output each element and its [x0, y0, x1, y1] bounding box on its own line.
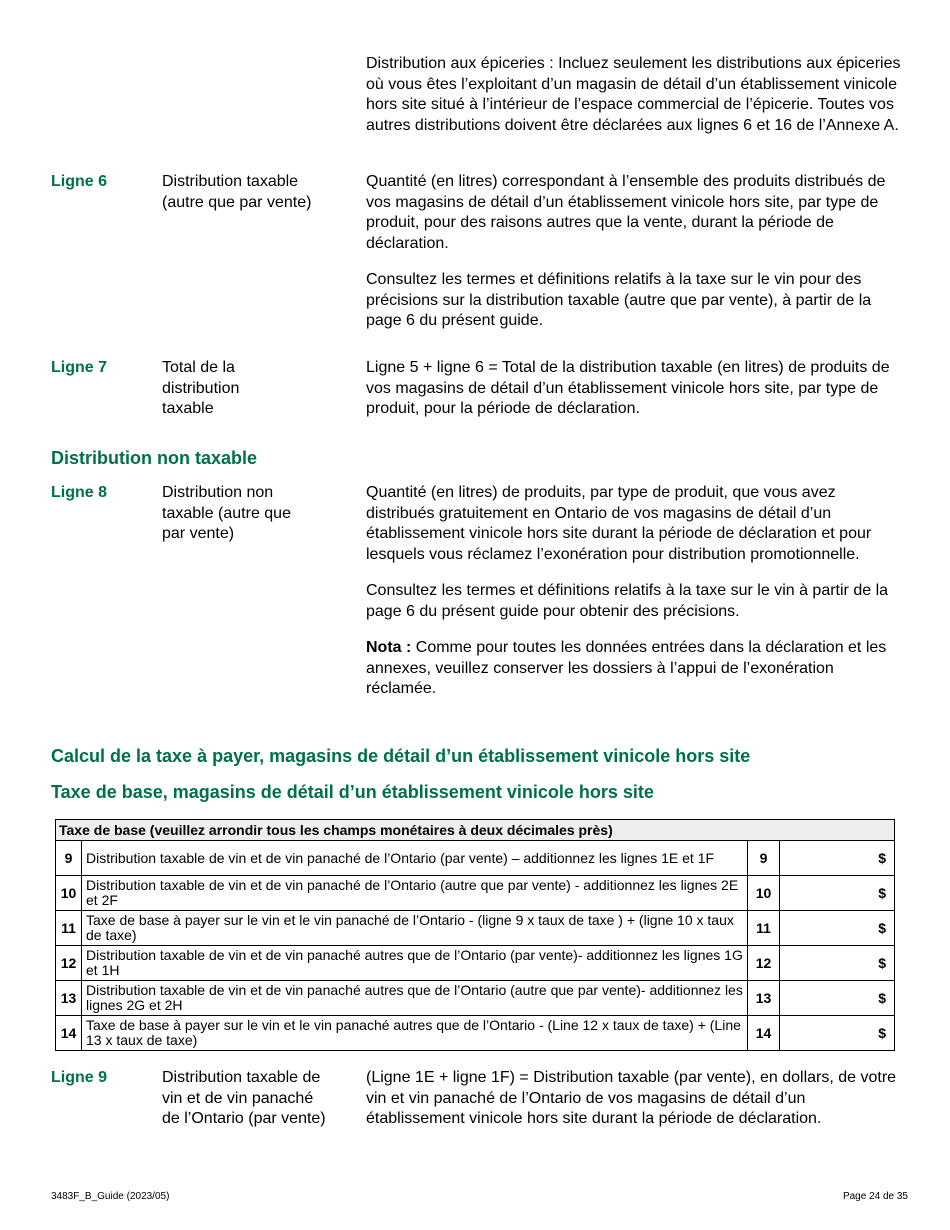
row-number: 14	[56, 1016, 82, 1051]
line8-para2: Consultez les termes et définitions relatifs à la taxe sur le vin à partir de la page 6 du présent guide pour obtenir des précisions.	[366, 582, 889, 620]
amount-field[interactable]: $	[780, 876, 895, 911]
line7-label: Ligne 7	[51, 359, 108, 376]
row-line-number: 12	[748, 946, 780, 981]
row-line-number: 14	[748, 1016, 780, 1051]
line7-term: Total de la distribution taxable	[162, 359, 240, 417]
row-line-number: 11	[748, 911, 780, 946]
table-header: Taxe de base (veuillez arrondir tous les champs monétaires à deux décimales près)	[56, 820, 895, 841]
line6-term: Distribution taxable (autre que par vente)	[162, 173, 312, 211]
line8-nota	[366, 638, 906, 700]
amount-field[interactable]: $	[780, 981, 895, 1016]
section-heading-nontaxable: Distribution non taxable	[51, 448, 258, 468]
line9-description	[366, 1068, 906, 1130]
row-number: 13	[56, 981, 82, 1016]
section-heading-tax-calculation: Calcul de la taxe à payer, magasins de détail d’un établissement vinicole hors site	[51, 746, 751, 766]
footer-form-id: 3483F_B_Guide (2023/05)	[51, 1191, 170, 1202]
footer-page-number: Page 24 de 35	[842, 1191, 908, 1202]
line7-para1: Ligne 5 + ligne 6 = Total de la distribution taxable (en litres) de produits de vos magasins de détail d’un établissement vinicole hors site, par type de produit, pour la période de déclaration.	[366, 359, 890, 417]
table-row	[56, 1016, 895, 1051]
line6-para1: Quantité (en litres) correspondant à l’ensemble des produits distribués de vos magasins de détail d’un établissement vinicole hors site, par type de produit, pour des raisons autres que la vente, durant la période de déclaration.	[366, 173, 886, 252]
row-number: 10	[56, 876, 82, 911]
row-description: Distribution taxable de vin et de vin panaché de l’Ontario (autre que par vente) - additionnez les lignes 2E et 2F	[82, 876, 748, 911]
line8-para1: Quantité (en litres) de produits, par type de produit, que vous avez distribués gratuitement en Ontario de vos magasins de détail d’un établissement vinicole hors site durant la période de déclaration et pour lesquels vous réclamez l’exonération pour distribution promotionnelle.	[366, 484, 872, 563]
line6-description	[366, 172, 906, 332]
line8-term: Distribution non taxable (autre que par vente)	[162, 484, 291, 542]
row-line-number: 13	[748, 981, 780, 1016]
line8-label: Ligne 8	[51, 484, 108, 501]
table-row	[56, 876, 895, 911]
amount-field[interactable]: $	[780, 911, 895, 946]
nota-text: Comme pour toutes les données entrées dans la déclaration et les annexes, veuillez conserver les dossiers à l’appui de l’exonération réclamée.	[366, 639, 887, 697]
line7-description	[366, 358, 906, 420]
line6-label: Ligne 6	[51, 173, 108, 190]
row-number: 11	[56, 911, 82, 946]
line9-label: Ligne 9	[51, 1069, 108, 1086]
line9-term: Distribution taxable de vin et de vin panaché de l’Ontario (par vente)	[162, 1069, 326, 1127]
row-description: Distribution taxable de vin et de vin panaché de l’Ontario (par vente) – additionnez les lignes 1E et 1F	[82, 841, 748, 876]
line9-para1: (Ligne 1E + ligne 1F) = Distribution taxable (par vente), en dollars, de votre vin et vin panaché de l’Ontario de vos magasins de détail d’un établissement vinicole hors site durant la période de déclaration.	[366, 1069, 897, 1127]
row-number: 12	[56, 946, 82, 981]
line6-para2: Consultez les termes et définitions relatifs à la taxe sur le vin pour des précisions sur la distribution taxable (autre que par vente), à partir de la page 6 du présent guide.	[366, 271, 872, 329]
table-row	[56, 911, 895, 946]
nota-label: Nota :	[366, 639, 412, 656]
row-line-number: 10	[748, 876, 780, 911]
table-row	[56, 946, 895, 981]
amount-field[interactable]: $	[780, 946, 895, 981]
grocery-distribution-note: Distribution aux épiceries : Incluez seulement les distributions aux épiceries où vous êtes l’exploitant d’un magasin de détail d’un établissement vinicole hors site situé à l’intérieur de l’espace commercial de l’épicerie. Toutes vos autres distributions doivent être déclarées aux lignes 6 et 16 de l’Annexe A.	[366, 55, 901, 134]
row-description: Distribution taxable de vin et de vin panaché autres que de l’Ontario (par vente)- additionnez les lignes 1G et 1H	[82, 946, 748, 981]
row-description: Taxe de base à payer sur le vin et le vin panaché de l’Ontario - (ligne 9 x taux de taxe ) + (ligne 10 x taux de taxe)	[82, 911, 748, 946]
amount-field[interactable]: $	[780, 1016, 895, 1051]
table-row	[56, 841, 895, 876]
row-description: Taxe de base à payer sur le vin et le vin panaché autres que de l’Ontario - (Line 12 x taux de taxe) + (Line 13 x taux de taxe)	[82, 1016, 748, 1051]
row-number: 9	[56, 841, 82, 876]
table-row	[56, 981, 895, 1016]
line8-description	[366, 483, 906, 700]
section-heading-base-tax: Taxe de base, magasins de détail d’un établissement vinicole hors site	[51, 782, 654, 802]
row-line-number: 9	[748, 841, 780, 876]
row-description: Distribution taxable de vin et de vin panaché autres que de l’Ontario (autre que par vente)- additionnez les lignes 2G et 2H	[82, 981, 748, 1016]
amount-field[interactable]: $	[780, 841, 895, 876]
base-tax-table	[55, 819, 895, 1051]
